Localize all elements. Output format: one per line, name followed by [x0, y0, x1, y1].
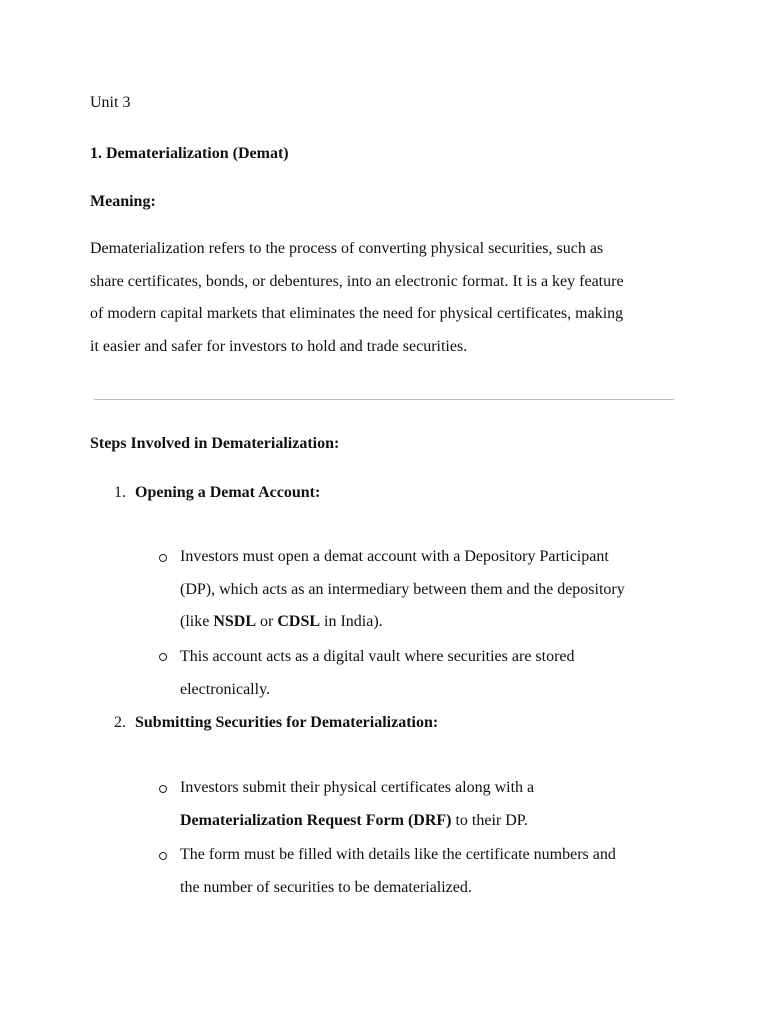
bullet-item: Investors must open a demat account with a Depository Participant (DP), which acts as an intermediary between them and the depository (like NSDL or CDSL in India).	[180, 548, 625, 630]
hollow-circle-bullet-icon	[159, 852, 167, 860]
paragraph-line: share certificates, bonds, or debentures, into an electronic format. It is a key feature	[90, 272, 624, 290]
horizontal-divider	[94, 399, 674, 400]
step-number: 1.	[114, 484, 126, 501]
hollow-circle-bullet-icon	[159, 554, 167, 562]
paragraph-line: of modern capital markets that eliminates the need for physical certificates, making	[90, 305, 624, 322]
bullet-item: Investors submit their physical certificates along with a Dematerialization Request Form (DRF) to their DP.	[180, 779, 535, 829]
bullet-item: This account acts as a digital vault where securities are stored electronically.	[180, 648, 575, 698]
bullet-item: The form must be filled with details like the certificate numbers and the number of securities to be dematerialized.	[180, 846, 616, 896]
meaning-paragraph	[90, 233, 690, 363]
step-title: Opening a Demat Account:	[135, 484, 321, 501]
steps-heading: Steps Involved in Dematerialization:	[90, 435, 340, 452]
hollow-circle-bullet-icon	[159, 653, 167, 661]
meaning-heading: Meaning:	[90, 193, 156, 210]
paragraph-line: it easier and safer for investors to hold and trade securities.	[90, 337, 468, 355]
step-title: Submitting Securities for Dematerialization:	[135, 714, 439, 731]
step-number: 2.	[114, 714, 126, 731]
unit-label: Unit 3	[90, 94, 131, 111]
paragraph-line: Dematerialization refers to the process of converting physical securities, such as	[90, 240, 604, 257]
hollow-circle-bullet-icon	[159, 785, 167, 793]
section-title: 1. Dematerialization (Demat)	[90, 145, 289, 162]
